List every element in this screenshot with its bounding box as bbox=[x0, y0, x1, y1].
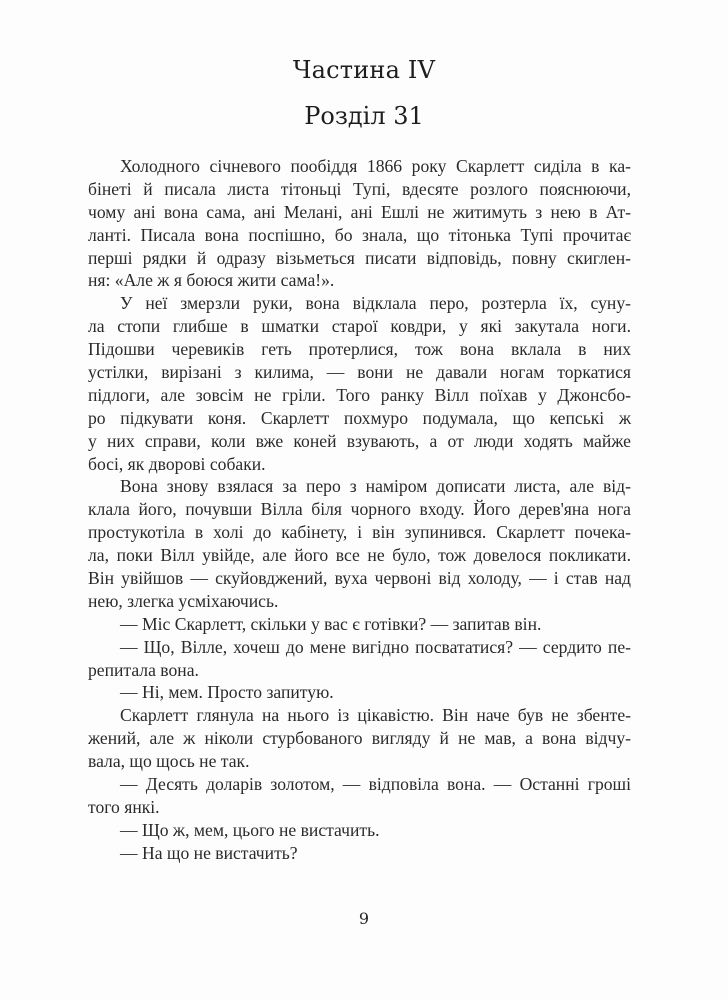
text-line: у них справи, коли вже коней взувають, а от люди ходять майже bbox=[88, 430, 631, 451]
text-line: У неї змерзли руки, вона відклала перо, розтерла їх, суну- bbox=[120, 293, 631, 314]
text-line: — Десять доларів золотом, — відповіла вона. — Останні гроші bbox=[120, 774, 631, 795]
text-line: — Ні, мем. Просто запитую. bbox=[120, 682, 334, 703]
text-line: — Що, Вілле, хочеш до мене вигідно посвататися? — сердито пе- bbox=[120, 636, 631, 657]
text-line: жений, але ж ніколи стурбованого вигляду й не мав, а вона відчу- bbox=[88, 728, 631, 749]
text-line: Вона знову взялася за перо з наміром дописати листа, але від- bbox=[120, 476, 631, 497]
text-line: ланті. Писала вона поспішно, бо знала, що тітонька Тупі прочитає bbox=[88, 224, 631, 245]
text-line: ня: «Але ж я боюся жити сама!». bbox=[88, 270, 335, 291]
text-line: — Що ж, мем, цього не вистачить. bbox=[120, 819, 380, 840]
body-text bbox=[88, 155, 631, 865]
text-line: босі, як дворові собаки. bbox=[88, 453, 266, 474]
text-line: ла стопи глибше в шматки старої ковдри, у які закутала ноги. bbox=[88, 316, 631, 337]
text-line: перші рядки й одразу візьметься писати відповідь, повну скиглен- bbox=[88, 247, 631, 268]
text-line: репитала вона. bbox=[88, 659, 199, 680]
text-line: — На що не вистачить? bbox=[120, 842, 298, 863]
text-line: підлоги, але зовсім не гріли. Того ранку Вілл поїхав у Джонсбо- bbox=[88, 384, 631, 405]
text-line: вала, що щось не так. bbox=[88, 751, 250, 772]
text-line: клала його, почувши Вілла біля чорного входу. Його дерев'яна нога bbox=[88, 499, 631, 520]
text-line: того янкі. bbox=[88, 796, 160, 817]
text-line: — Міс Скарлетт, скільки у вас є готівки? — запитав він. bbox=[120, 613, 542, 634]
text-line: устілки, вирізані з килима, — вони не давали ногам торкатися bbox=[88, 362, 631, 383]
text-line: чому ані вона сама, ані Мелані, ані Ешлі не житимуть з нею в Ат- bbox=[88, 201, 631, 222]
text-line: Він увійшов — скуйовджений, вуха червоні від холоду, — і став над bbox=[88, 568, 631, 589]
text-line: нею, злегка усміхаючись. bbox=[88, 590, 279, 611]
chapter-title: Розділ 31 bbox=[304, 102, 424, 130]
part-title: Частина IV bbox=[292, 56, 436, 84]
text-line: Скарлетт глянула на нього із цікавістю. Він наче був не збенте- bbox=[120, 705, 631, 726]
text-line: Підошви черевиків геть протерлися, тож вона вклала в них bbox=[88, 339, 631, 360]
text-line: простукотіла в холі до кабінету, і він зупинився. Скарлетт почека- bbox=[88, 522, 631, 543]
text-line: ла, поки Вілл увійде, але його все не було, тож довелося покликати. bbox=[88, 545, 631, 566]
page-number: 9 bbox=[358, 909, 370, 928]
text-line: бінеті й писала листа тітоньці Тупі, вдесяте розлого пояснюючи, bbox=[88, 178, 631, 199]
text-line: ро підкувати коня. Скарлетт похмуро подумала, що кепські ж bbox=[88, 407, 631, 428]
text-line: Холодного січневого пообіддя 1866 року Скарлетт сиділа в ка- bbox=[120, 156, 631, 176]
